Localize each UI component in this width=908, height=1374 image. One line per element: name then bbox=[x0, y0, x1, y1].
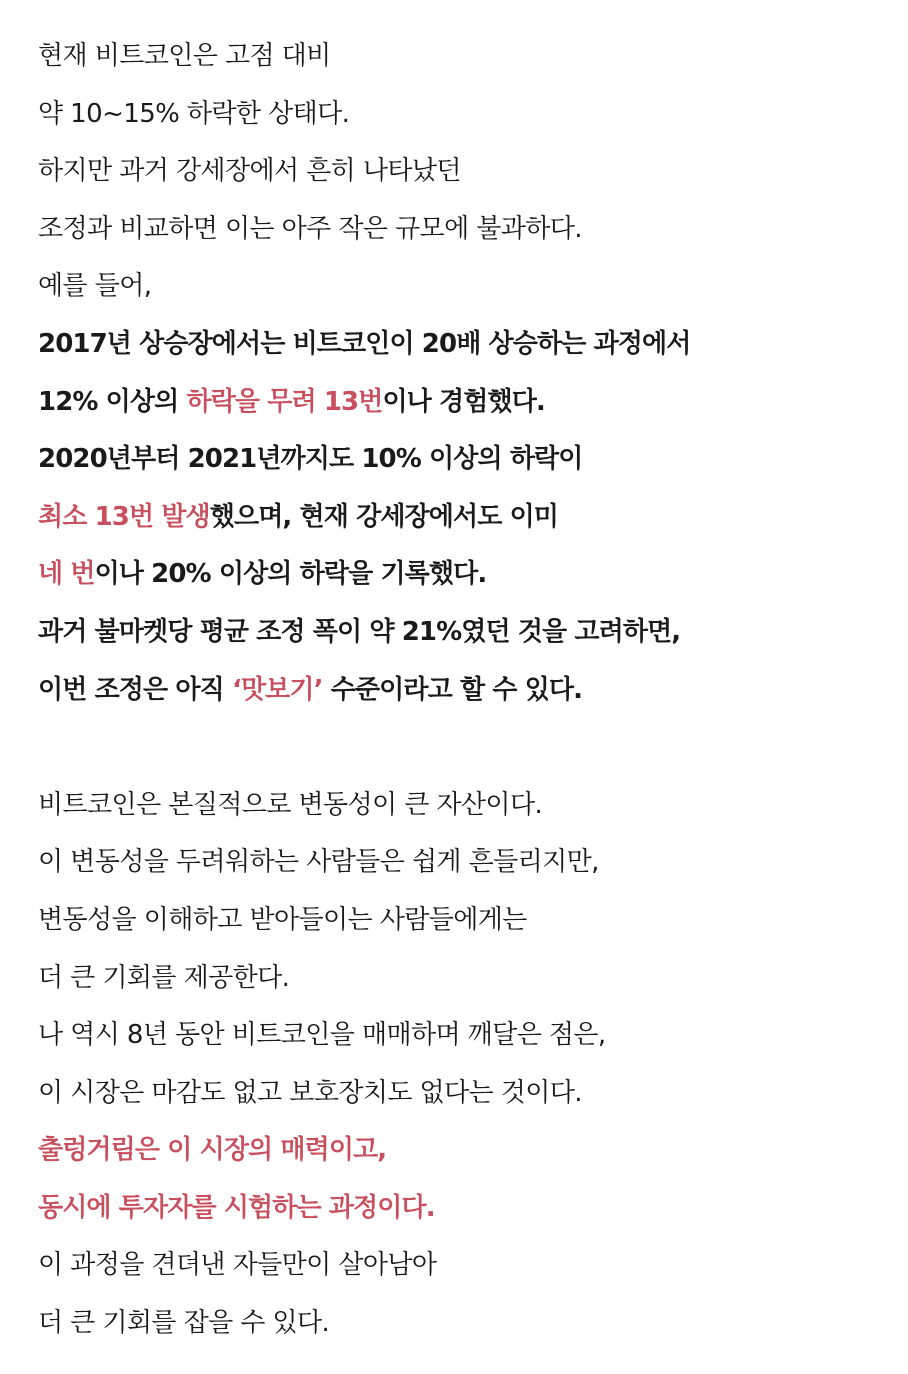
text-line: 하지만 과거 강세장에서 흔히 나타났던 bbox=[38, 156, 461, 187]
bold-text-line bbox=[38, 662, 888, 720]
highlighted-bold-line: 동시에 투자자를 시험하는 과정이다. bbox=[38, 1192, 435, 1223]
highlighted-text: 최소 13번 발생 bbox=[38, 501, 210, 532]
text-line: 더 큰 기회를 잡을 수 있다. bbox=[38, 1308, 330, 1339]
bold-text-line bbox=[38, 374, 888, 432]
text-line: 예를 들어, bbox=[38, 271, 152, 302]
paragraph-spacer bbox=[38, 719, 888, 777]
text-line: 이 시장은 마감도 없고 보호장치도 없다는 것이다. bbox=[38, 1077, 582, 1108]
text-segment: 이나 20% 이상의 하락을 기록했다. bbox=[94, 559, 487, 590]
text-line: 나 역시 8년 동안 비트코인을 매매하며 깨달은 점은, bbox=[38, 1020, 606, 1051]
text-line: 조정과 비교하면 이는 아주 작은 규모에 불과하다. bbox=[38, 213, 582, 244]
text-segment: 수준이라고 할 수 있다. bbox=[322, 674, 583, 705]
highlighted-text: ‘맛보기’ bbox=[231, 674, 323, 705]
text-line: 비트코인은 본질적으로 변동성이 큰 자산이다. bbox=[38, 789, 543, 820]
text-line: 현재 비트코인은 고점 대비 bbox=[38, 41, 331, 71]
text-segment: 이번 조정은 아직 bbox=[38, 674, 232, 705]
bold-text-line: 과거 불마켓당 평균 조정 폭이 약 21%였던 것을 고려하면, bbox=[38, 616, 681, 647]
text-segment: 이나 경험했다. bbox=[382, 386, 545, 417]
text-line: 약 10~15% 하락한 상태다. bbox=[38, 98, 350, 129]
bold-text-line: 2020년부터 2021년까지도 10% 이상의 하락이 bbox=[38, 444, 583, 475]
text-line: 이 변동성을 두려워하는 사람들은 쉽게 흔들리지만, bbox=[38, 847, 599, 878]
text-line: 변동성을 이해하고 받아들이는 사람들에게는 bbox=[38, 904, 527, 935]
text-line: 더 큰 기회를 제공한다. bbox=[38, 962, 290, 993]
text-segment: 했으며, 현재 강세장에서도 이미 bbox=[209, 501, 559, 532]
bold-text-line bbox=[38, 546, 888, 604]
highlighted-bold-line: 출렁거림은 이 시장의 매력이고, bbox=[38, 1135, 387, 1166]
highlighted-text: 네 번 bbox=[38, 559, 95, 590]
text-segment: 12% 이상의 bbox=[38, 386, 187, 417]
article-body bbox=[38, 28, 888, 1353]
text-line: 이 과정을 견뎌낸 자들만이 살아남아 bbox=[38, 1250, 437, 1281]
bold-text-line bbox=[38, 489, 888, 547]
bold-text-line: 2017년 상승장에서는 비트코인이 20배 상승하는 과정에서 bbox=[38, 328, 691, 359]
highlighted-text: 하락을 무려 13번 bbox=[186, 386, 383, 417]
